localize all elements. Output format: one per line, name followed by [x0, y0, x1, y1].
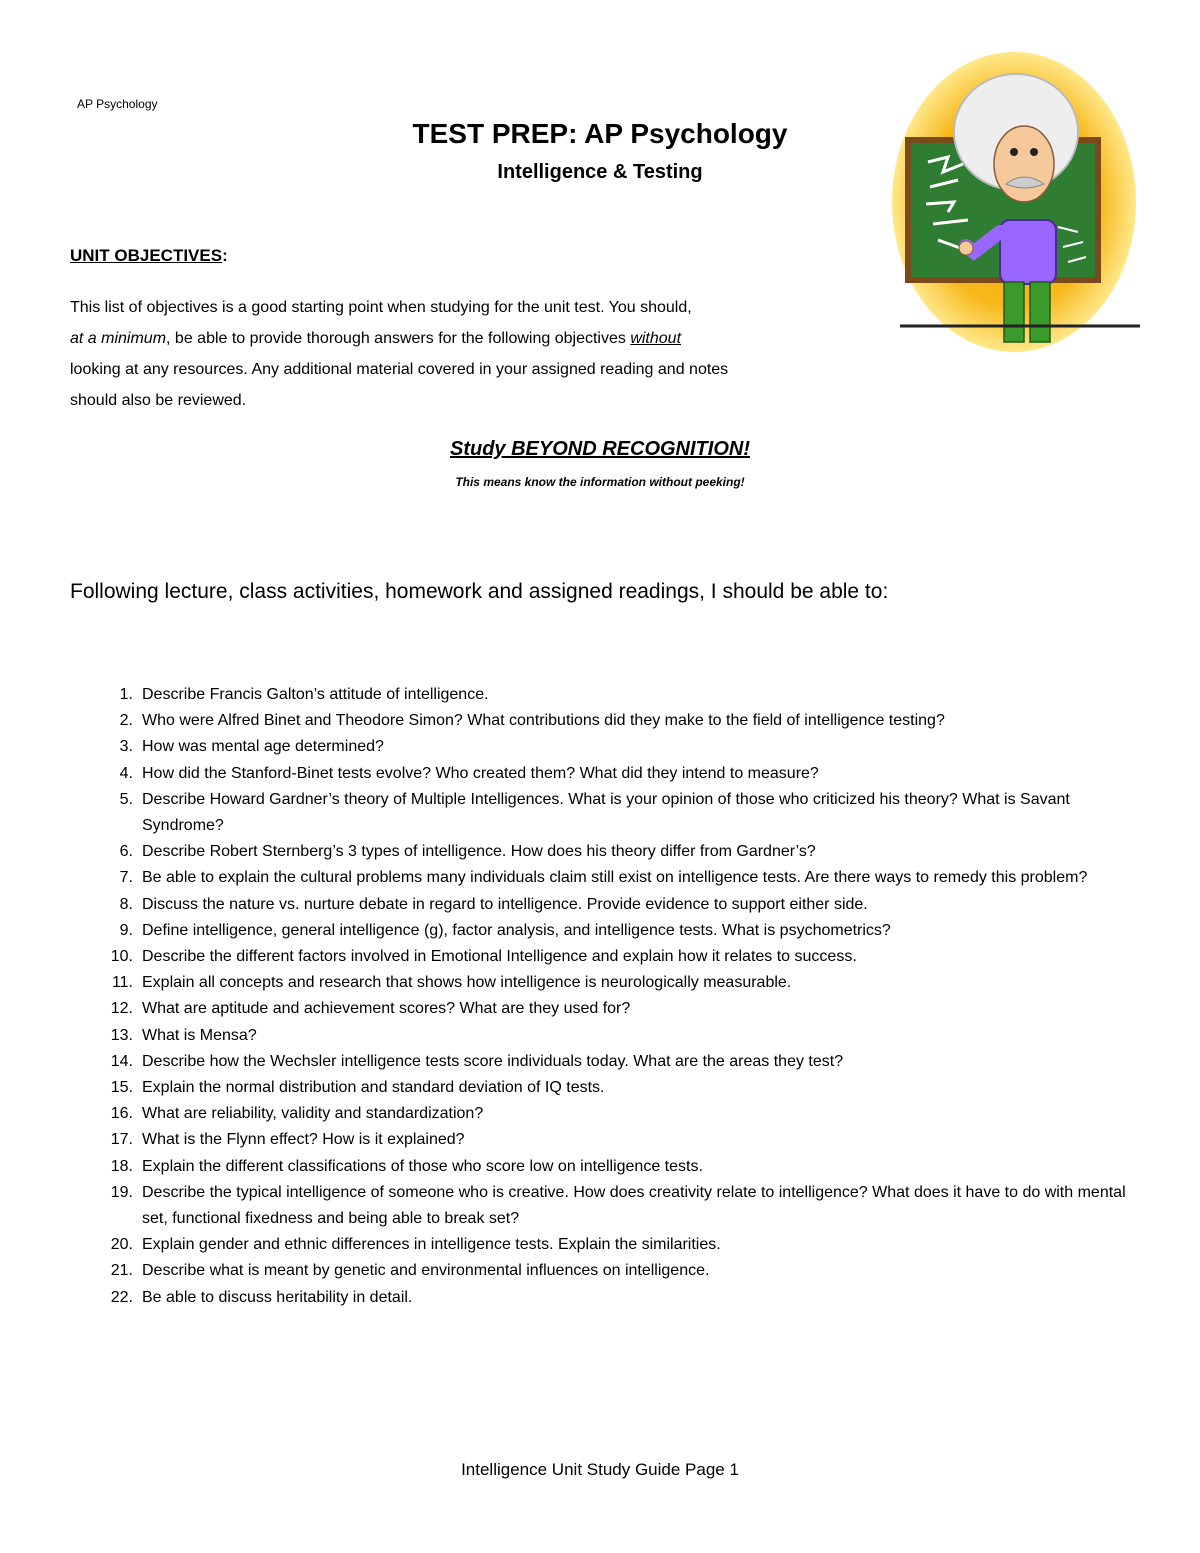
- objective-number: 13.: [110, 1026, 133, 1044]
- objective-item: [105, 892, 1145, 918]
- einstein-pants-right: [1030, 282, 1050, 342]
- objective-text: Describe the typical intelligence of someone who is creative. How does creativity relate to intelligence? What does it have to do with mental set, functional fixedness and being able to break set?: [142, 1183, 1126, 1228]
- header-label: AP Psychology: [77, 97, 158, 111]
- objective-item: [105, 1127, 1145, 1153]
- objective-item: [105, 970, 1145, 996]
- objective-text: What are aptitude and achievement scores? What are they used for?: [142, 1000, 631, 1018]
- objective-text: Describe Francis Galton’s attitude of intelligence.: [142, 686, 489, 703]
- study-beyond-subheading: This means know the information without peeking!: [455, 475, 745, 489]
- objective-text: Explain gender and ethnic differences in intelligence tests. Explain the similarities.: [142, 1236, 721, 1254]
- objective-number: 8.: [119, 895, 133, 913]
- intro-without-emphasis: without: [630, 330, 682, 347]
- objective-item: [105, 1023, 1145, 1049]
- document-title: TEST PREP: AP Psychology: [412, 118, 788, 149]
- einstein-pants-left: [1004, 282, 1024, 342]
- objective-number: 21.: [110, 1262, 133, 1280]
- objectives-list: [105, 682, 1145, 1311]
- objective-item: [105, 761, 1145, 787]
- objective-item: [105, 734, 1145, 760]
- objective-item: [105, 1232, 1145, 1258]
- intro-line-1: This list of objectives is a good starting point when studying for the unit test. You should,: [70, 299, 692, 316]
- objective-text: Explain the normal distribution and standard deviation of IQ tests.: [142, 1079, 605, 1097]
- objective-number: 18.: [110, 1157, 133, 1175]
- objective-number: 2.: [119, 712, 133, 730]
- intro-paragraph: [70, 292, 900, 416]
- intro-line-2-text: , be able to provide thorough answers for the following objectives: [166, 330, 631, 347]
- objective-item: [105, 1075, 1145, 1101]
- intro-line-3: looking at any resources. Any additional material covered in your assigned reading and notes: [70, 361, 729, 378]
- objective-text: Describe Robert Sternberg’s 3 types of intelligence. How does his theory differ from Gardner’s?: [142, 843, 816, 861]
- study-beyond-heading: Study BEYOND RECOGNITION!: [449, 438, 750, 460]
- objective-number: 6.: [119, 843, 133, 861]
- page-footer: Intelligence Unit Study Guide Page 1: [461, 1460, 739, 1479]
- objective-item: [105, 1101, 1145, 1127]
- einstein-chalkboard-illustration: [888, 52, 1140, 372]
- einstein-hand: [959, 241, 973, 255]
- einstein-eye-right: [1030, 148, 1038, 156]
- objective-text: Be able to explain the cultural problems many individuals claim still exist on intelligence tests. Are there ways to remedy this problem?: [142, 869, 1088, 887]
- objective-number: 16.: [110, 1105, 133, 1123]
- objective-text: What is the Flynn effect? How is it explained?: [142, 1131, 465, 1149]
- objective-text: Describe what is meant by genetic and environmental influences on intelligence.: [142, 1262, 710, 1280]
- objective-number: 10.: [110, 948, 133, 966]
- document-subtitle: Intelligence & Testing: [497, 161, 703, 183]
- objective-item: [105, 865, 1145, 891]
- objective-item: [105, 682, 1145, 708]
- objective-item: [105, 787, 1145, 839]
- objective-number: 12.: [110, 1000, 133, 1018]
- objectives-lead-in: Following lecture, class activities, homework and assigned readings, I should be able to:: [70, 580, 889, 603]
- objective-item: [105, 996, 1145, 1022]
- unit-objectives-heading: [70, 246, 228, 266]
- objective-item: [105, 1154, 1145, 1180]
- objective-number: 15.: [110, 1079, 133, 1097]
- objective-item: [105, 944, 1145, 970]
- objective-text: How did the Stanford-Binet tests evolve? Who created them? What did they intend to measure?: [142, 764, 819, 782]
- intro-line-2: [70, 323, 900, 354]
- einstein-face: [994, 126, 1054, 202]
- objective-item: [105, 1180, 1145, 1232]
- objective-number: 22.: [110, 1288, 133, 1306]
- objective-text: Explain the different classifications of those who score low on intelligence tests.: [142, 1157, 703, 1175]
- objective-text: What is Mensa?: [142, 1026, 257, 1044]
- objective-number: 7.: [119, 869, 133, 887]
- objective-item: [105, 1049, 1145, 1075]
- objective-number: 11.: [111, 974, 133, 992]
- objective-number: 17.: [110, 1131, 133, 1149]
- objective-item: [105, 839, 1145, 865]
- objective-item: [105, 918, 1145, 944]
- objective-number: 19.: [110, 1183, 133, 1201]
- intro-line-4: should also be reviewed.: [70, 392, 247, 409]
- objective-text: Who were Alfred Binet and Theodore Simon? What contributions did they make to the field of intelligence testing?: [142, 712, 945, 730]
- intro-minimum-italic: at a minimum: [70, 330, 167, 347]
- objective-item: [105, 708, 1145, 734]
- objective-number: 20.: [110, 1236, 133, 1254]
- objective-number: 5.: [119, 790, 133, 808]
- objective-text: Describe how the Wechsler intelligence tests score individuals today. What are the areas they test?: [142, 1052, 844, 1070]
- objective-text: Define intelligence, general intelligence (g), factor analysis, and intelligence tests. What is psychometrics?: [142, 921, 891, 939]
- unit-objectives-heading-text: UNIT OBJECTIVES: [70, 246, 223, 265]
- objective-text: Explain all concepts and research that shows how intelligence is neurologically measurable.: [142, 974, 792, 992]
- objective-number: 4.: [119, 764, 133, 782]
- objective-number: 1.: [119, 686, 133, 703]
- objective-number: 9.: [119, 921, 133, 939]
- objective-item: [105, 1258, 1145, 1284]
- objective-text: What are reliability, validity and standardization?: [142, 1105, 484, 1123]
- objective-number: 14.: [110, 1052, 133, 1070]
- einstein-eye-left: [1010, 148, 1018, 156]
- einstein-shirt: [1000, 220, 1056, 284]
- objective-text: Describe Howard Gardner’s theory of Multiple Intelligences. What is your opinion of those who criticized his theory? What is Savant Syndrome?: [142, 790, 1070, 835]
- objective-text: How was mental age determined?: [142, 738, 384, 756]
- objective-text: Discuss the nature vs. nurture debate in regard to intelligence. Provide evidence to support either side.: [142, 895, 868, 913]
- objective-text: Be able to discuss heritability in detail.: [142, 1288, 413, 1306]
- heading-colon: :: [222, 246, 228, 265]
- objective-number: 3.: [119, 738, 133, 756]
- objective-text: Describe the different factors involved in Emotional Intelligence and explain how it relates to success.: [142, 948, 857, 966]
- objective-item: [105, 1285, 1145, 1311]
